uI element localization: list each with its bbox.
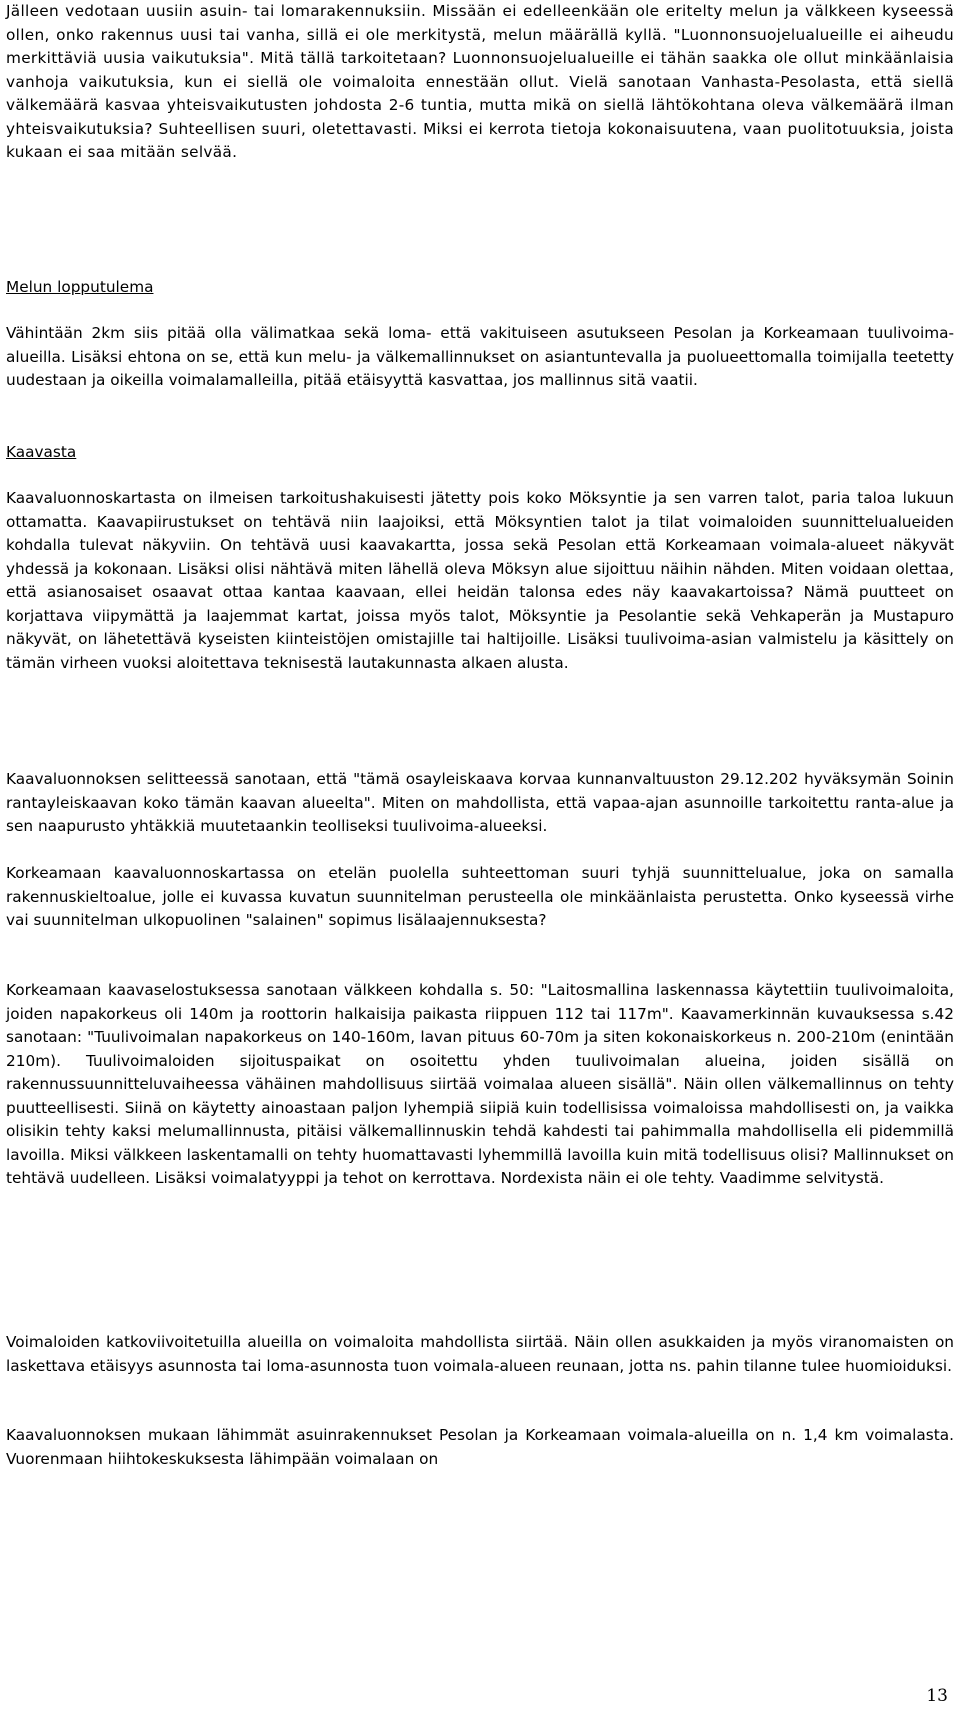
kaavasta-paragraph-1: Kaavaluonnoskartasta on ilmeisen tarkoitushakuisesti jätetty pois koko Möksyntie ja sen varren talot, paria taloa lukuun ottamatta. Kaavapiirustukset on tehtävä niin laajoiksi, että Möksyntien talot ja tilat voimaloiden suunnittelualueiden kohdalla tulevat näkyviin. On tehtävä uusi kaavakartta, jossa sekä Pesolan että Korkeamaan voimala-alueet näkyvät yhdessä ja kokonaan. Lisäksi olisi nähtävä miten lähellä oleva Möksyn alue sijoittuu näihin nähden. Miten voidaan olettaa, että asianosaiset osaavat ottaa kantaa kaavaan, ellei heidän talonsa edes näy kaavakartoissa? Nämä puutteet on korjattava viipymättä ja laajemmat kartat, joissa myös talot, Möksyntie ja Pesolantie sekä Vehkaperän ja Mustapuro näkyvät, on lähetettävä kyseisten kiinteistöjen omistajille tai haltijoille. Lisäksi tuulivoima-asian valmistelu ja käsittely on tämän virheen vuoksi aloitettava teknisestä lautakunnasta alkaen alusta. [6,489,954,672]
page-number: 13 [926,1686,948,1706]
intro-paragraph: Jälleen vedotaan uusiin asuin- tai lomarakennuksiin. Missään ei edelleenkään ole eritelty melun ja välkkeen kyseessä ollen, onko rakennus uusi tai vanha, sillä ei ole merkitystä, melun määrällä kyllä. "Luonnonsuojelualueille ei aiheudu merkittäviä uusia vaikutuksia". Mitä tällä tarkoitetaan? Luonnonsuojelualueille ei tähän saakka ole ollut minkäänlaisia vanhoja vaikutuksia, kun ei siellä ole voimaloita ennestään ollut. Vielä sanotaan Vanhasta-Pesolasta, että siellä välkemäärä kasvaa yhteisvaikutusten johdosta 2-6 tuntia, mutta mikä on siellä lähtökohtana oleva välkemäärä ilman yhteisvaikutuksia? Suhteellisen suuri, oletettavasti. Miksi ei kerrota tietoja kokonaisuutena, vaan puolitotuuksia, joista kukaan ei saa mitään selvää. [6,2,954,161]
section-heading-melun-lopputulema: Melun lopputulema [6,278,154,296]
kaavasta-paragraph-6: Kaavaluonnoksen mukaan lähimmät asuinrakennukset Pesolan ja Korkeamaan voimala-alueilla on n. 1,4 km voimalasta. Vuorenmaan hiihtokeskuksesta lähimpään voimalaan on [6,1426,954,1468]
kaavasta-paragraph-3: Korkeamaan kaavaluonnoskartassa on etelän puolella suhteettoman suuri tyhjä suunnittelualue, joka on samalla rakennuskieltoalue, jolle ei kuvassa kuvatun suunnitelman perusteella ole minkäänlaista perustetta. Onko kyseessä virhe vai suunnitelman ulkopuolinen "salainen" sopimus lisälaajennuksesta? [6,864,954,929]
kaavasta-paragraph-4: Korkeamaan kaavaselostuksessa sanotaan välkkeen kohdalla s. 50: "Laitosmallina laskennassa käytettiin tuulivoimaloita, joiden napakorkeus oli 140m ja roottorin halkaisija paikasta riippuen 112 tai 117m". Kaavamerkinnän kuvauksessa s.42 sanotaan: "Tuulivoimalan napakorkeus on 140-160m, lavan pituus 60-70m ja siten kokonaiskorkeus n. 200-210m (enintään 210m). Tuulivoimaloiden sijoituspaikat on osoitettu yhden tuulivoimalan alueina, joiden sisällä on rakennussuunnitteluvaiheessa vähäinen mahdollisuus siirtää voimalaa alueen sisällä". Näin ollen välkemallinnus on tehty puutteellisesti. Siinä on käytetty ainoastaan paljon lyhempiä siipiä kuin todellisissa voimaloissa mahdollisesti on, ja vaikka olisikin tehty kaksi melumallinnusta, pitäisi välkemallinnuskin tehdä kahdesti tai pahimmalla mahdollisella eli pidemmillä lavoilla. Miksi välkkeen laskentamalli on tehty huomattavasti lyhemmillä lavoilla kuin mitä todellisuus olisi? Mallinnukset on tehtävä uudelleen. Lisäksi voimalatyyppi ja tehot on kerrottava. Nordexista näin ei ole tehty. Vaadimme selvitystä. [6,981,954,1187]
kaavasta-paragraph-5: Voimaloiden katkoviivoitetuilla alueilla on voimaloita mahdollista siirtää. Näin ollen asukkaiden ja myös viranomaisten on laskettava etäisyys asunnosta tai loma-asunnosta tuon voimala-alueen reunaan, jotta ns. pahin tilanne tulee huomioiduksi. [6,1333,954,1375]
section-heading-kaavasta: Kaavasta [6,443,77,461]
kaavasta-paragraph-2: Kaavaluonnoksen selitteessä sanotaan, että "tämä osayleiskaava korvaa kunnanvaltuuston 29.12.202 hyväksymän Soinin rantayleiskaavan koko tämän kaavan alueelta". Miten on mahdollista, että vapaa-ajan asunnoille tarkoitettu ranta-alue ja sen naapurusto yhtäkkiä muutetaankin teolliseksi tuulivoima-alueeksi. [6,770,954,835]
melu-paragraph: Vähintään 2km siis pitää olla välimatkaa sekä loma- että vakituiseen asutukseen Pesolan ja Korkeamaan tuulivoima-alueilla. Lisäksi ehtona on se, että kun melu- ja välkemallinnukset on asiantuntevalla ja puolueettomalla toimijalla teetetty uudestaan ja oikeilla voimalamalleilla, pitää etäisyyttä kasvattaa, jos mallinnus sitä vaatii. [6,324,954,389]
